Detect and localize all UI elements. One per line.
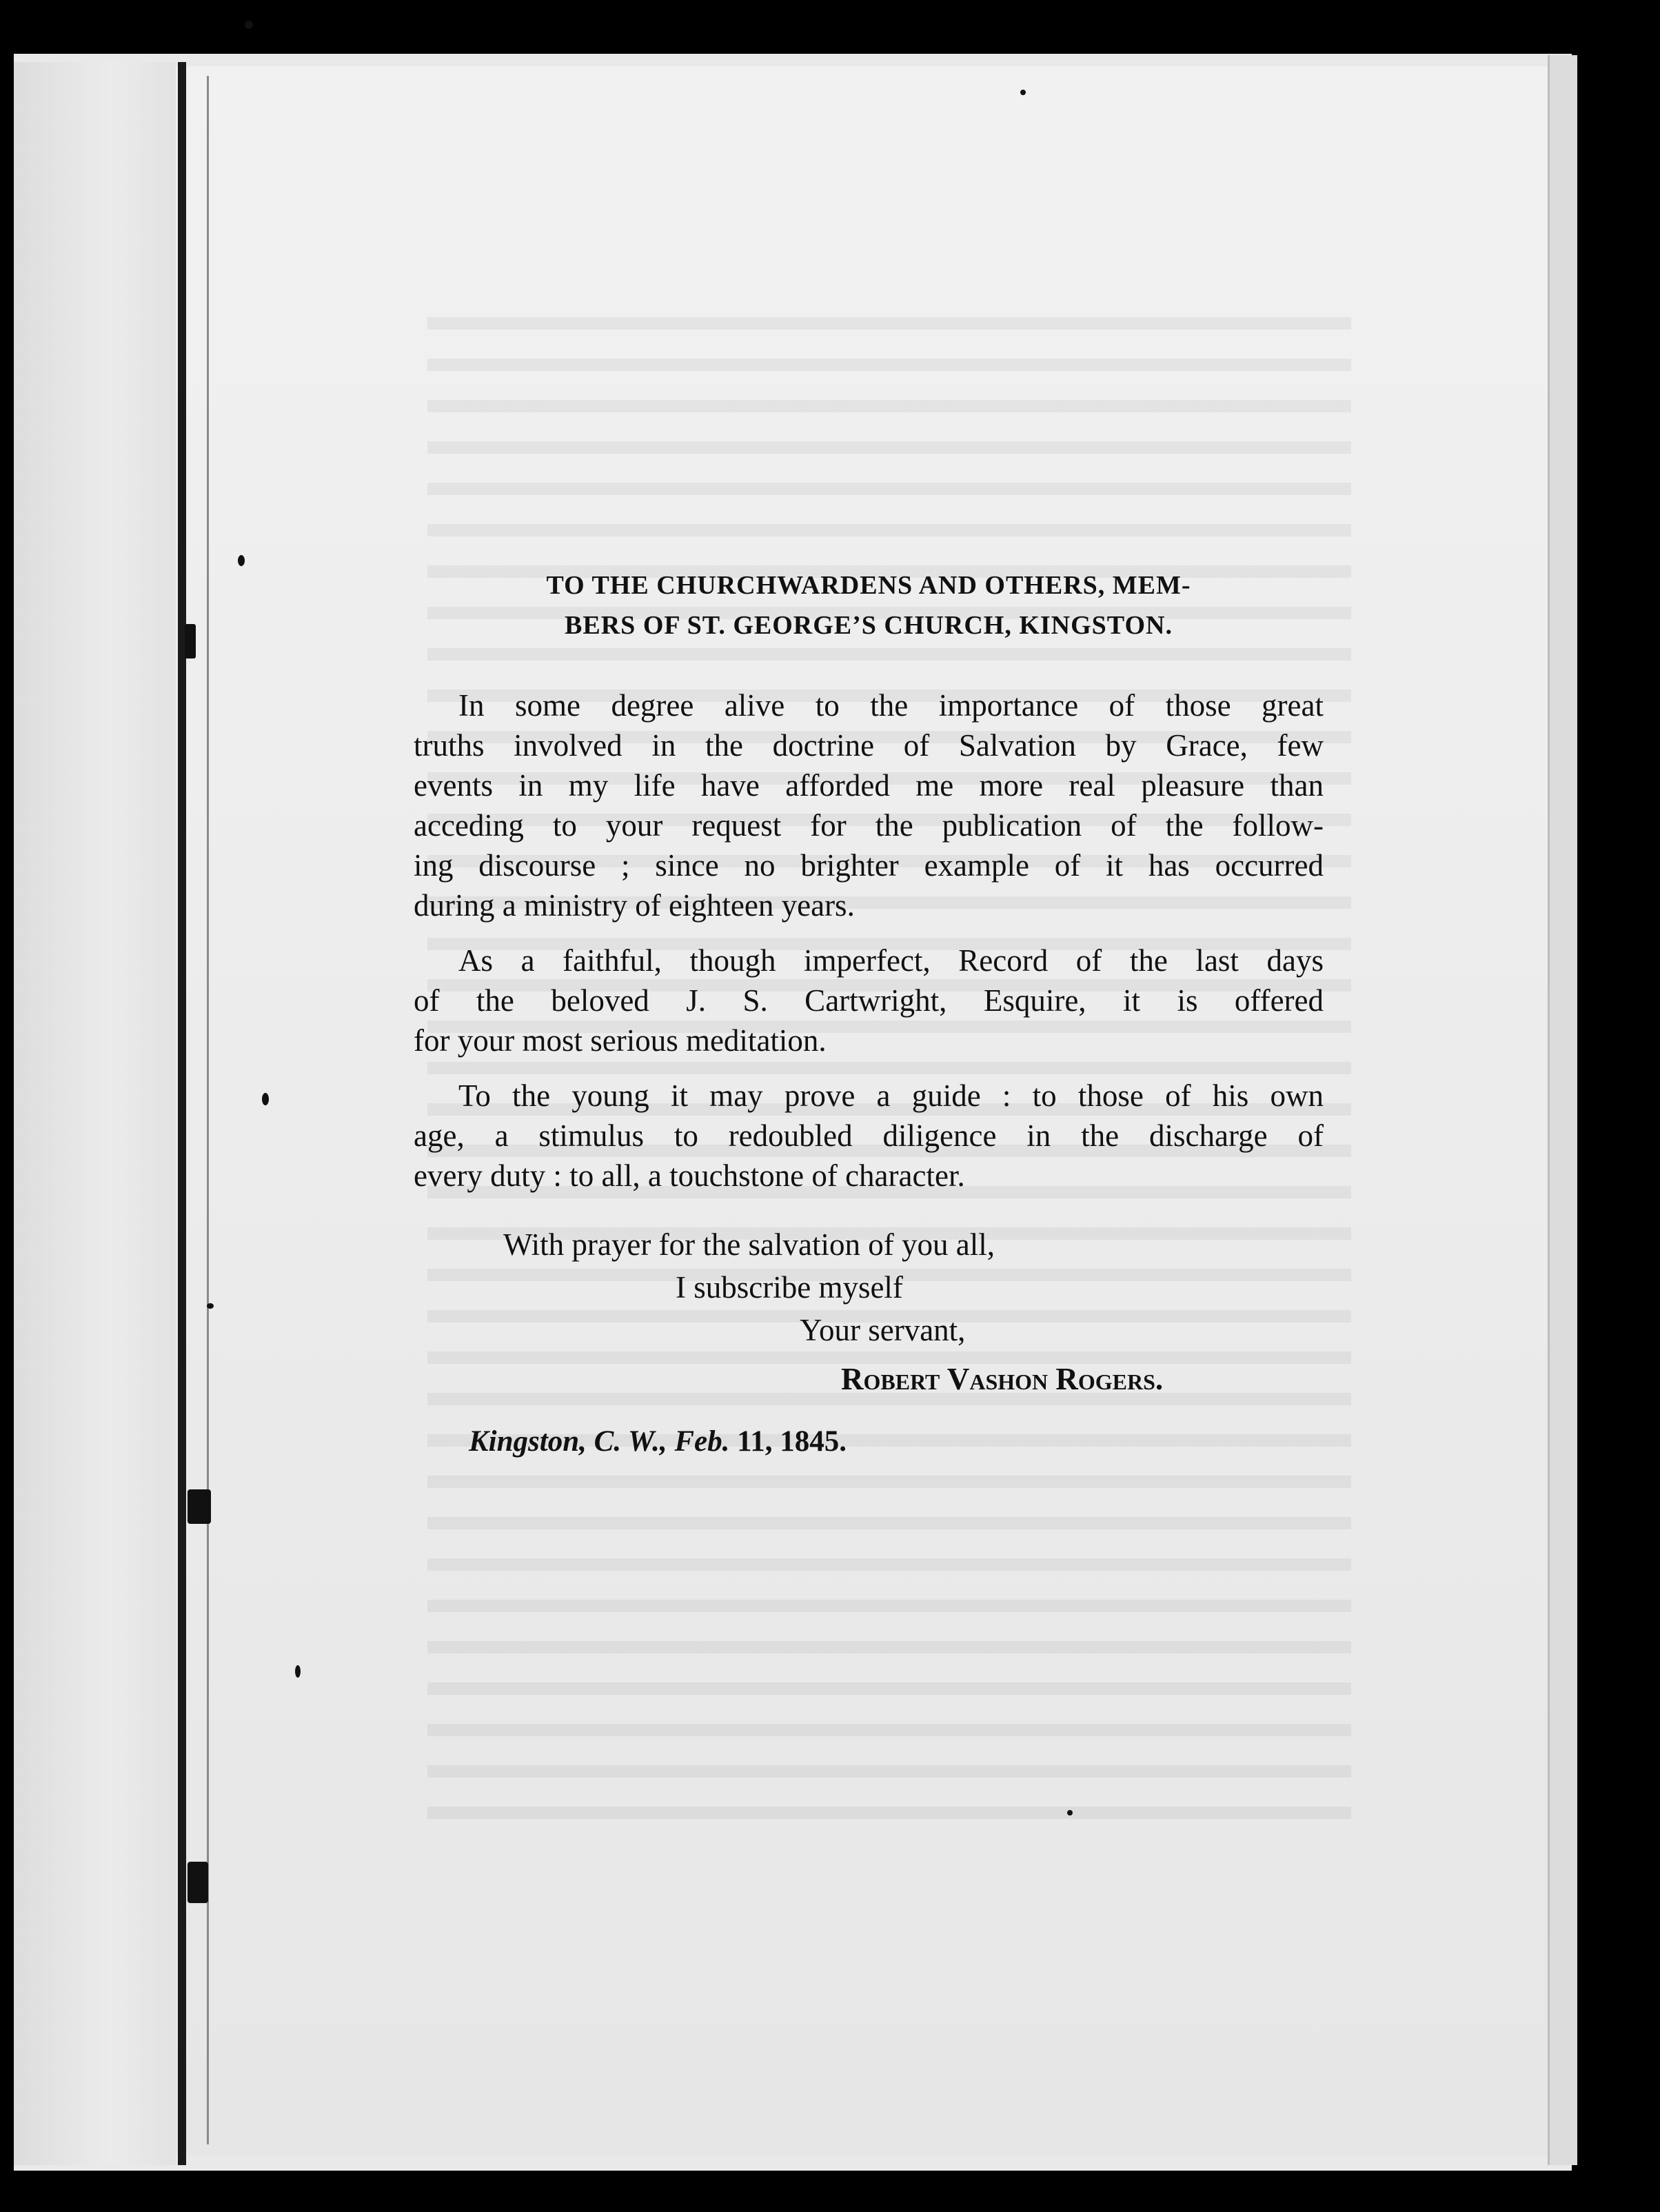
paragraph-1 <box>414 685 1324 925</box>
binding-edge <box>178 62 186 2165</box>
ink-speck <box>295 1665 301 1678</box>
paragraph-2 <box>414 941 1324 1060</box>
ink-speck <box>1020 90 1026 95</box>
paragraph-line: To the young it may prove a guide : to those of his own <box>458 1078 1324 1113</box>
binding-shadow <box>207 76 209 2144</box>
ink-speck <box>188 1862 208 1903</box>
paragraph-3 <box>414 1076 1324 1196</box>
paragraph-line: age, a stimulus to redoubled diligence in the discharge of <box>414 1118 1324 1153</box>
right-page-edge <box>1548 55 1577 2165</box>
closing-block <box>414 1223 1324 1351</box>
closing-line-2: I subscribe myself <box>676 1270 903 1305</box>
signature: Robert Vashon Rogers. <box>841 1362 1164 1396</box>
ink-speck <box>1067 1810 1073 1816</box>
paragraph-line: In some degree alive to the importance of those great <box>458 688 1324 723</box>
ink-speck <box>262 1093 269 1105</box>
heading-line-2: BERS OF ST. GEORGE’S CHURCH, KINGSTON. <box>565 611 1173 640</box>
paragraph-line: events in my life have afforded me more real pleasure than <box>414 768 1324 803</box>
heading-line-1: TO THE CHURCHWARDENS AND OTHERS, MEM- <box>546 571 1191 600</box>
closing-line-1: With prayer for the salvation of you all, <box>503 1227 995 1262</box>
paragraph-line: for your most serious meditation. <box>414 1023 827 1058</box>
dateline-date: 11, 1845. <box>737 1425 847 1458</box>
dedication-heading <box>414 565 1324 645</box>
dateline <box>414 1425 1324 1458</box>
paragraph-line: during a ministry of eighteen years. <box>414 888 855 923</box>
paragraph-line: As a faithful, though imperfect, Record of the last days <box>458 943 1324 978</box>
paragraph-line: every duty : to all, a touchstone of character. <box>414 1158 965 1193</box>
ink-speck <box>245 21 253 29</box>
paragraph-line: ing discourse ; since no brighter example of it has occurred <box>414 848 1324 883</box>
dedication-text <box>414 565 1324 1458</box>
dateline-place: Kingston, C. W., Feb. <box>469 1425 730 1458</box>
paragraph-line: acceding to your request for the publication of the follow- <box>414 808 1324 843</box>
ink-speck <box>185 624 196 658</box>
ink-speck <box>207 1303 214 1309</box>
closing-line-3: Your servant, <box>800 1313 966 1347</box>
ink-speck <box>238 555 245 566</box>
paragraph-line: of the beloved J. S. Cartwright, Esquire, it is offered <box>414 983 1324 1018</box>
paragraph-line: truths involved in the doctrine of Salvation by Grace, few <box>414 728 1324 763</box>
left-gutter <box>14 62 176 2165</box>
ink-speck <box>188 1489 211 1524</box>
